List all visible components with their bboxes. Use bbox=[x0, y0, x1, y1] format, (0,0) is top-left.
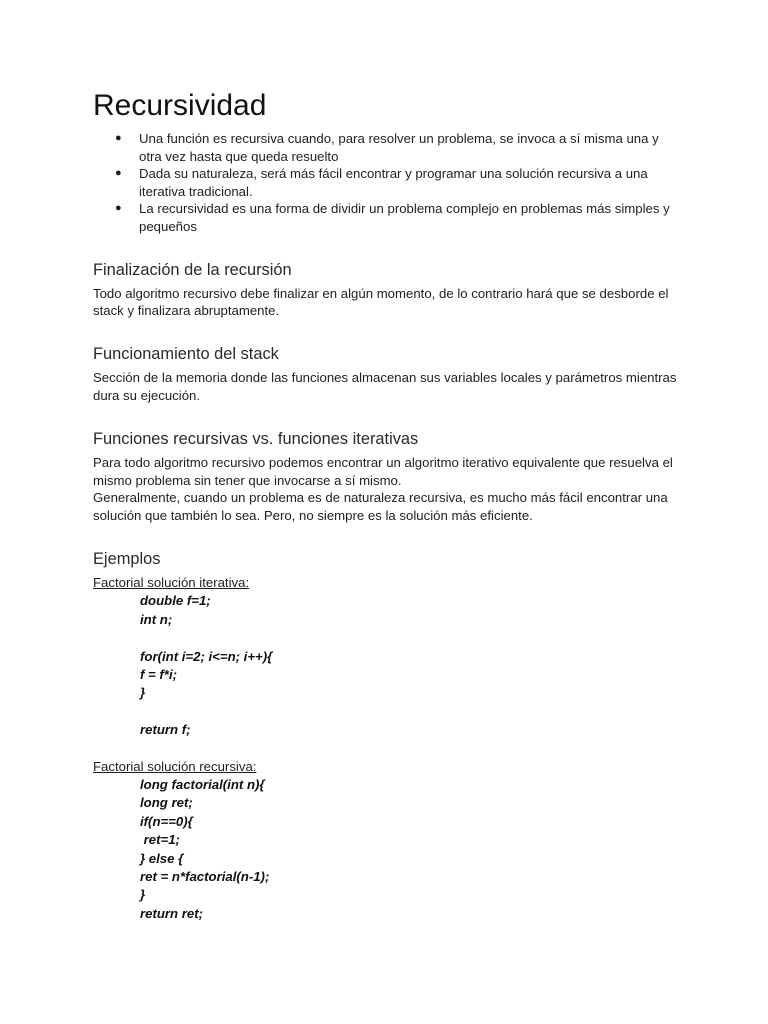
bullet-text: La recursividad es una forma de dividir un problema complejo en problemas más simples y pequeños bbox=[139, 201, 670, 234]
code-line: } bbox=[140, 887, 146, 903]
code-line: if(n==0){ bbox=[140, 813, 193, 829]
bullet-item bbox=[93, 165, 683, 200]
code-line: long ret; bbox=[140, 795, 193, 811]
code-line bbox=[140, 629, 683, 647]
label-factorial-recursiva: Factorial solución recursiva: bbox=[93, 758, 257, 774]
code-line: int n; bbox=[140, 611, 173, 627]
spacer bbox=[93, 740, 683, 758]
code-line: ret = n*factorial(n-1); bbox=[140, 869, 270, 884]
paragraph-comparacion-2: Generalmente, cuando un problema es de naturaleza recursiva, es mucho más fácil encontrar una solución que también lo sea. Pero, no siempre es la solución más eficiente. bbox=[93, 490, 668, 524]
bullet-dot-icon: ● bbox=[115, 202, 122, 215]
document-page bbox=[93, 86, 683, 923]
heading-stack: Funcionamiento del stack bbox=[93, 345, 279, 364]
code-line: return ret; bbox=[140, 905, 204, 921]
bullet-item bbox=[93, 200, 683, 235]
paragraph-finalizacion: Todo algoritmo recursivo debe finalizar en algún momento, de lo contrario hará que se desborde el stack y finalizara abruptamente. bbox=[93, 285, 669, 319]
bullet-dot-icon: ● bbox=[115, 132, 122, 144]
label-factorial-iterativa: Factorial solución iterativa: bbox=[93, 574, 250, 590]
document-title: Recursividad bbox=[93, 89, 267, 122]
code-line: return f; bbox=[140, 722, 191, 738]
heading-ejemplos: Ejemplos bbox=[93, 549, 161, 568]
code-line: ret=1; bbox=[140, 832, 180, 848]
heading-finalizacion: Finalización de la recursión bbox=[93, 260, 292, 279]
bullet-item bbox=[93, 130, 683, 165]
code-block-iterativa bbox=[93, 592, 683, 739]
bullet-dot-icon: ● bbox=[115, 167, 122, 180]
paragraph-comparacion-1: Para todo algoritmo recursivo podemos encontrar un algoritmo iterativo equivalente que resuelva el mismo problema sin tener que invocarse a sí mismo. bbox=[93, 454, 673, 488]
code-line: long factorial(int n){ bbox=[140, 776, 265, 792]
bullet-text: Dada su naturaleza, será más fácil encontrar y programar una solución recursiva a una iterativa tradicional. bbox=[139, 166, 648, 199]
code-line bbox=[140, 703, 683, 721]
heading-comparacion: Funciones recursivas vs. funciones iterativas bbox=[93, 429, 419, 448]
code-line: double f=1; bbox=[140, 593, 211, 609]
code-line: } bbox=[140, 685, 146, 701]
bullet-list bbox=[93, 130, 683, 236]
paragraph-stack: Sección de la memoria donde las funciones almacenan sus variables locales y parámetros mientras dura su ejecución. bbox=[93, 370, 677, 403]
code-block-recursiva bbox=[93, 776, 683, 923]
code-line: } else { bbox=[140, 850, 184, 866]
code-line: f = f*i; bbox=[140, 666, 177, 682]
code-line: for(int i=2; i<=n; i++){ bbox=[140, 648, 273, 664]
bullet-text: Una función es recursiva cuando, para resolver un problema, se invoca a sí misma una y otra vez hasta que queda resuelto bbox=[139, 131, 659, 164]
